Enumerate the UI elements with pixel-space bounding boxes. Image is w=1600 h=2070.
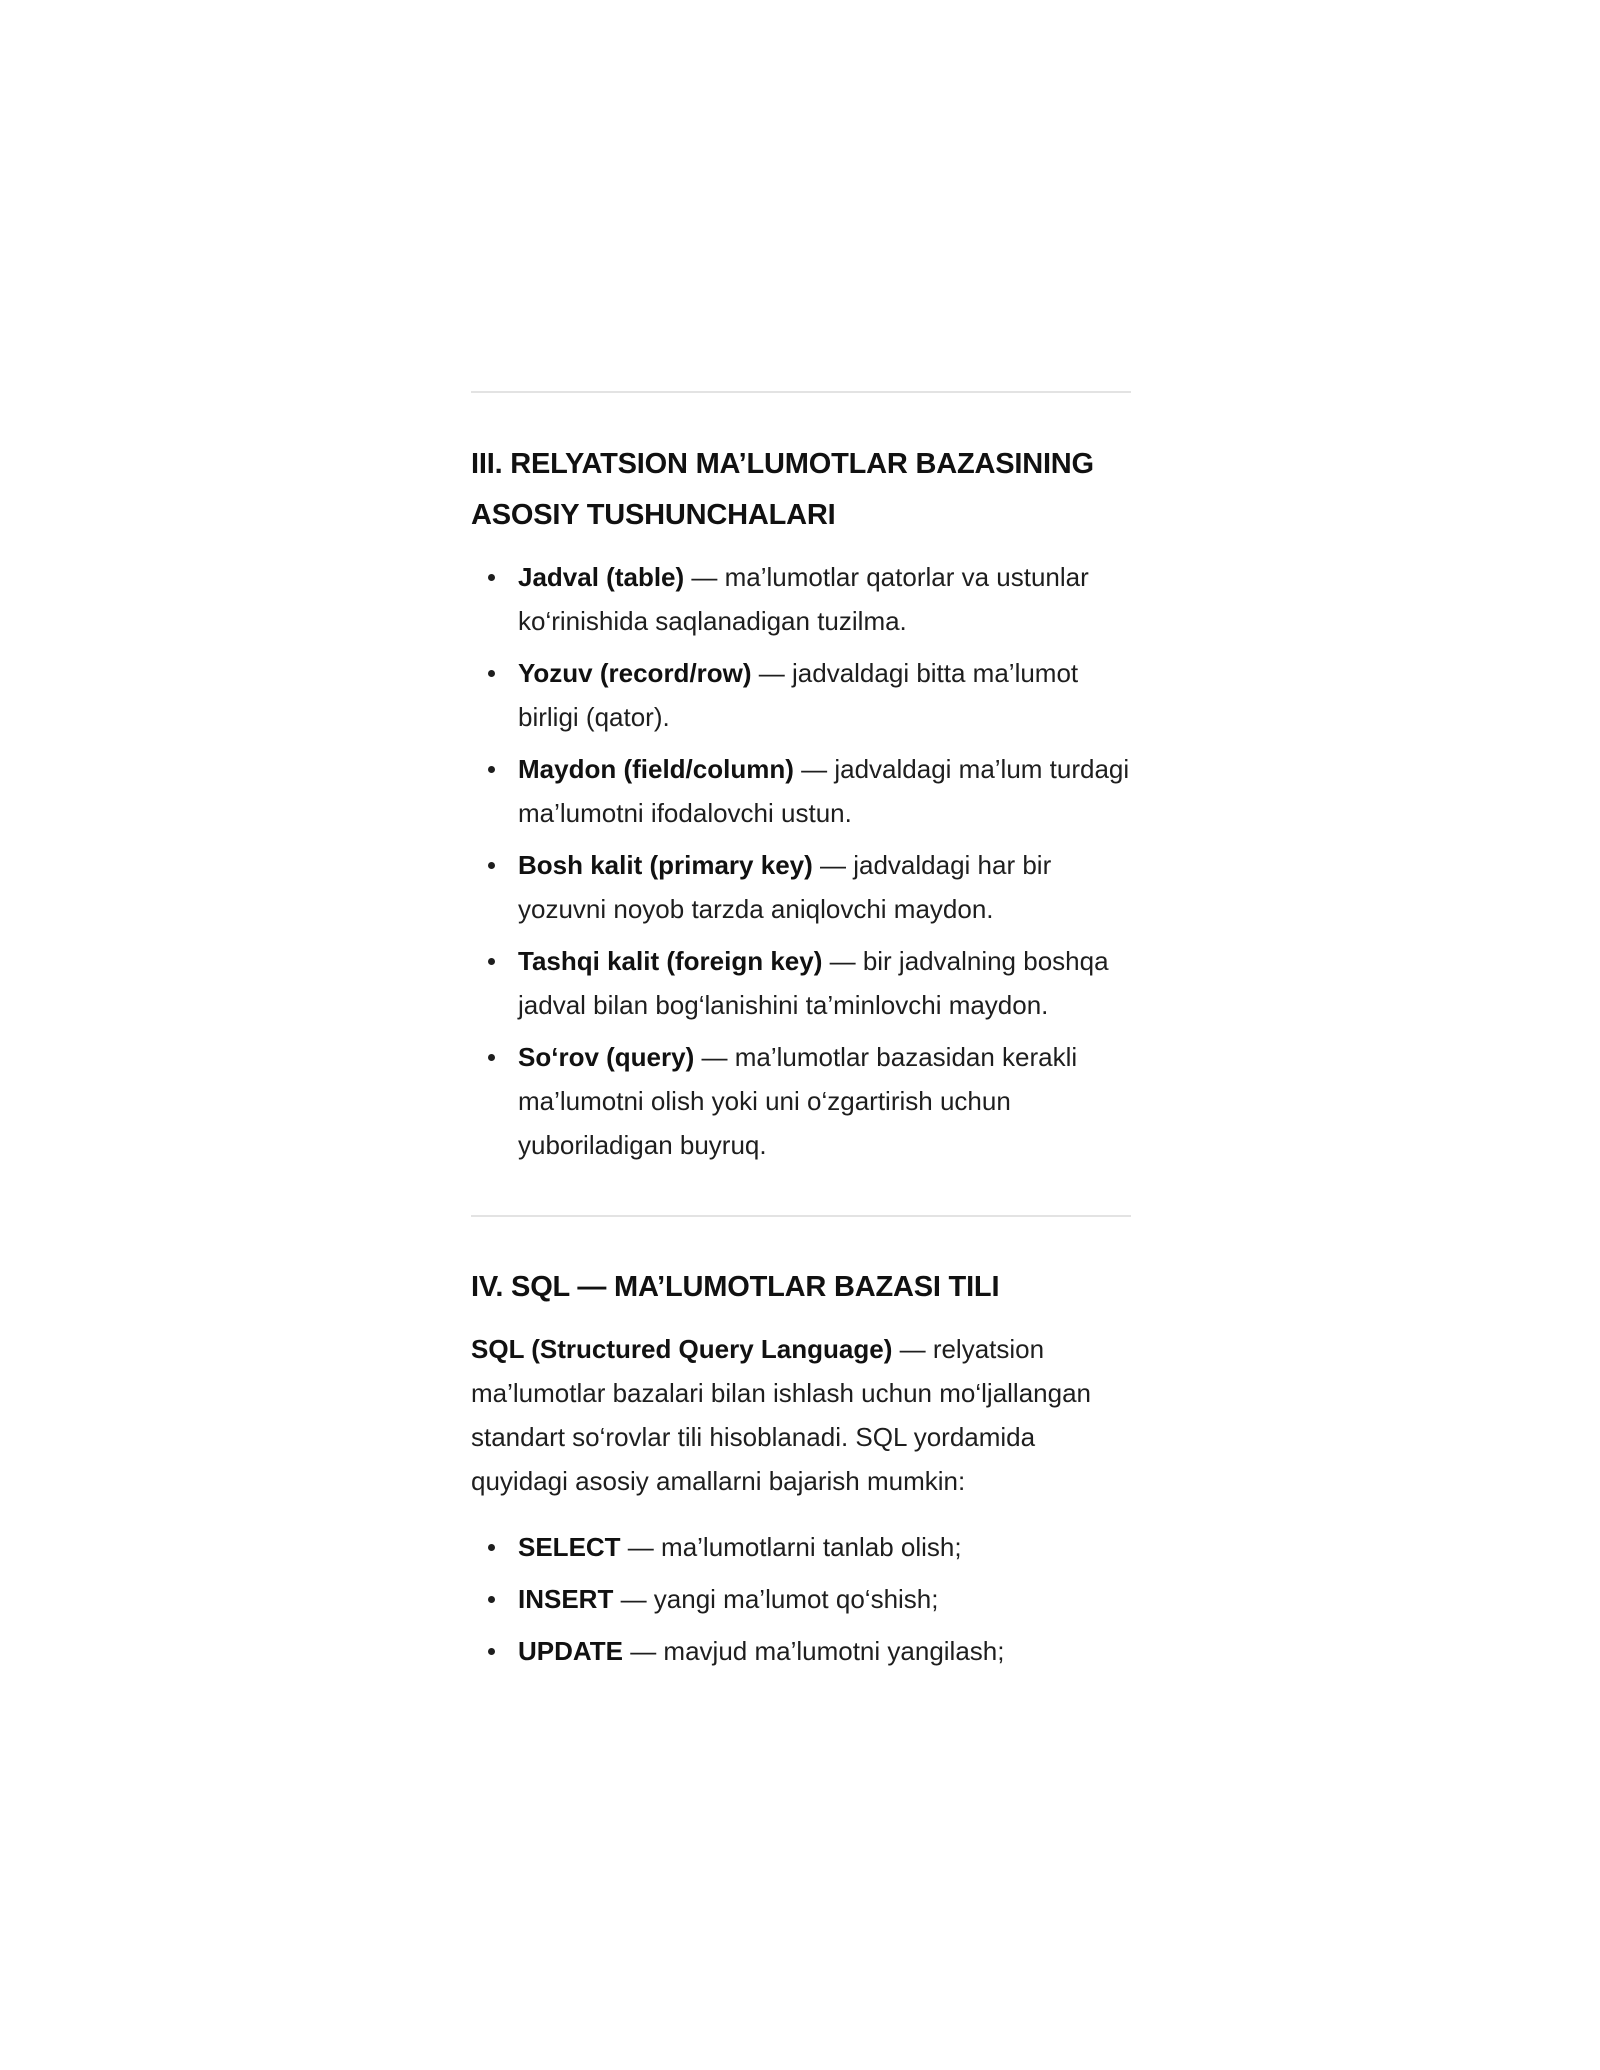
separator: —	[793, 754, 835, 784]
definition: bir jadvalning boshqa jadval bilan bog‘lanishini ta’minlovchi maydon.	[518, 946, 1109, 1020]
command-description: mavjud ma’lumotni yangilash;	[663, 1636, 1005, 1666]
section-3-title: III. RELYATSION MA’LUMOTLAR BAZASINING ASOSIY TUSHUNCHALARI	[471, 448, 1094, 531]
section-4-command-list	[471, 1525, 1131, 1681]
list-item	[471, 1577, 1131, 1621]
term: Yozuv (record/row)	[518, 658, 752, 688]
intro-text: relyatsion ma’lumotlar bazalari bilan ishlash uchun mo‘ljallangan standart so‘rovlar tili hisoblanadi. SQL yordamida quyidagi asosiy amallarni bajarish mumkin:	[471, 1334, 1092, 1496]
definition: jadvaldagi ma’lum turdagi ma’lumotni ifodalovchi ustun.	[518, 754, 1130, 828]
definition: jadvaldagi har bir yozuvni noyob tarzda aniqlovchi maydon.	[518, 850, 1052, 924]
section-divider	[471, 1215, 1131, 1217]
list-item	[471, 1525, 1131, 1569]
separator: —	[613, 1584, 654, 1614]
term: Jadval (table)	[518, 562, 685, 592]
separator: —	[751, 658, 792, 688]
definition: ma’lumotlar qatorlar va ustunlar ko‘rinishida saqlanadigan tuzilma.	[518, 562, 1089, 636]
term: So‘rov (query)	[518, 1042, 695, 1072]
separator: —	[684, 562, 725, 592]
term: Bosh kalit (primary key)	[518, 850, 813, 880]
section-4-intro	[471, 1327, 1131, 1503]
separator: —	[622, 1636, 664, 1666]
section-divider	[471, 391, 1131, 393]
separator: —	[812, 850, 854, 880]
definition: jadvaldagi bitta ma’lumot birligi (qator).	[518, 658, 1079, 732]
separator: —	[694, 1042, 735, 1072]
list-item	[471, 651, 1131, 739]
separator: —	[822, 946, 863, 976]
list-item	[471, 747, 1131, 835]
sql-command: SELECT	[518, 1532, 621, 1562]
list-item	[471, 939, 1131, 1027]
sql-command: INSERT	[518, 1584, 614, 1614]
command-description: yangi ma’lumot qo‘shish;	[653, 1584, 939, 1614]
separator: —	[620, 1532, 662, 1562]
list-item	[471, 843, 1131, 931]
definition: ma’lumotlar bazasidan kerakli ma’lumotni olish yoki uni o‘zgartirish uchun yuboriladigan buyruq.	[518, 1042, 1078, 1160]
command-description: ma’lumotlarni tanlab olish;	[661, 1532, 962, 1562]
term: Maydon (field/column)	[518, 754, 794, 784]
separator: —	[892, 1334, 933, 1364]
list-item	[471, 555, 1131, 643]
section-4-title: IV. SQL — MA’LUMOTLAR BAZASI TILI	[471, 1271, 1000, 1303]
sql-command: UPDATE	[518, 1636, 623, 1666]
list-item	[471, 1629, 1131, 1673]
intro-term: SQL (Structured Query Language)	[471, 1334, 893, 1364]
term: Tashqi kalit (foreign key)	[518, 946, 823, 976]
list-item	[471, 1035, 1131, 1167]
section-3-term-list	[471, 555, 1131, 1175]
